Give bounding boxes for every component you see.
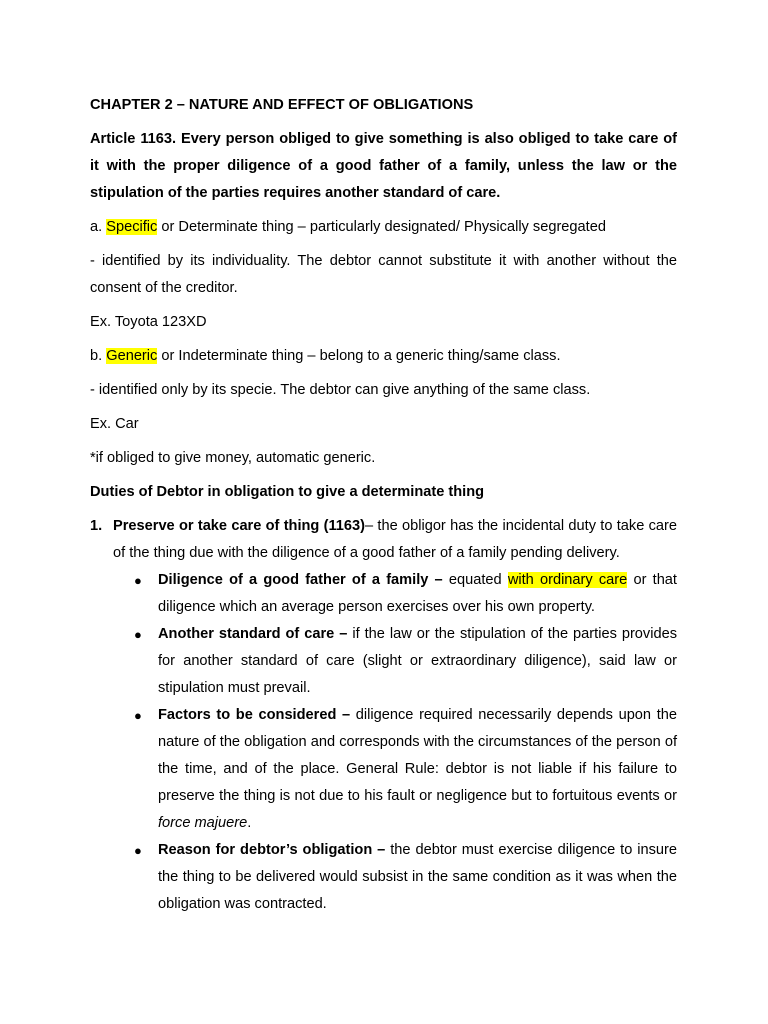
bullet-dot-icon: ● <box>134 843 142 858</box>
bullet-title: Diligence of a good father of a family – <box>158 572 443 588</box>
duty-1-number: 1. <box>90 518 103 534</box>
bullet-text: the debtor must exercise diligence to insure the thing to be delivered would subsist in the same condition as it was when the obligation was contracted. <box>158 842 677 912</box>
bullet-title: Another standard of care – <box>158 626 348 642</box>
bullet-item <box>90 837 677 918</box>
duties-heading: Duties of Debtor in obligation to give a determinate thing <box>90 484 485 500</box>
generic-rest: or Indeterminate thing – belong to a generic thing/same class. <box>157 348 561 364</box>
generic-highlight: Generic <box>106 348 158 364</box>
generic-note: *if obliged to give money, automatic generic. <box>90 450 376 466</box>
bullet-dot-icon: ● <box>134 573 142 588</box>
bullet-dot-icon: ● <box>134 627 142 642</box>
duty-1-bullets <box>90 567 677 918</box>
specific-prefix: a. <box>90 219 107 235</box>
bullet-text: diligence required necessarily depends upon the nature of the obligation and corresponds with the circumstances of the person of the time, and of the place. General Rule: debtor is not liable if his failure to preserve the thing is not due to his fault or negligence but to fortuitous events or <box>158 707 677 804</box>
generic-example: Ex. Car <box>90 416 139 432</box>
bullet-title: Reason for debtor’s obligation – <box>158 842 386 858</box>
generic-prefix: b. <box>90 348 107 364</box>
bullet-text: equated <box>442 572 508 588</box>
specific-rest: or Determinate thing – particularly designated/ Physically segregated <box>157 219 606 235</box>
bullet-text: if the law or the stipulation of the parties provides for another standard of care (slight or extraordinary diligence), said law or stipulation must prevail. <box>158 626 677 696</box>
document-content <box>90 92 677 918</box>
specific-definition <box>90 214 677 241</box>
chapter-title: CHAPTER 2 – NATURE AND EFFECT OF OBLIGATIONS <box>90 97 474 113</box>
duty-1 <box>90 513 677 567</box>
bullet-item <box>90 567 677 621</box>
specific-highlight: Specific <box>106 219 158 235</box>
bullet-italic: force majuere <box>158 815 248 831</box>
bullet-highlight: with ordinary care <box>507 572 628 588</box>
specific-detail: - identified by its individuality. The debtor cannot substitute it with another without the consent of the creditor. <box>90 253 677 296</box>
duty-1-text: – the obligor has the incidental duty to take care of the thing due with the diligence of a good father of a family pending delivery. <box>113 518 677 561</box>
bullet-end: . <box>247 815 252 831</box>
duty-1-title: Preserve or take care of thing (1163) <box>113 518 366 534</box>
article-1163: Article 1163. Every person obliged to give something is also obliged to take care of it with the proper diligence of a good father of a family, unless the law or the stipulation of the parties requires another standard of care. <box>90 131 677 201</box>
generic-detail: - identified only by its specie. The debtor can give anything of the same class. <box>90 382 591 398</box>
bullet-item <box>90 621 677 702</box>
bullet-text-after: or that diligence which an average person exercises over his own property. <box>158 572 677 615</box>
bullet-title: Factors to be considered – <box>158 707 351 723</box>
specific-example: Ex. Toyota 123XD <box>90 314 207 330</box>
generic-definition <box>90 343 677 370</box>
bullet-dot-icon: ● <box>134 708 142 723</box>
bullet-item <box>90 702 677 837</box>
